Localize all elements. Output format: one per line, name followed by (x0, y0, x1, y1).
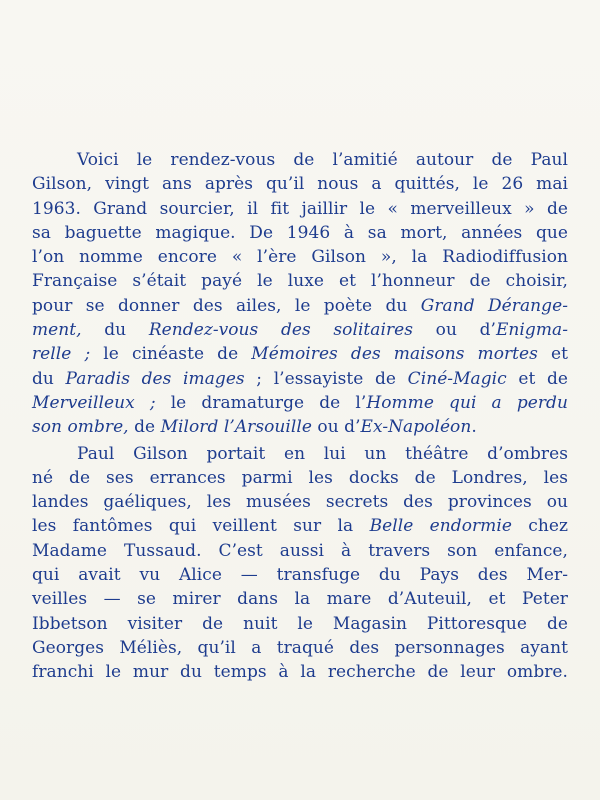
italic-title: ment, (32, 320, 82, 341)
text-line: pour se donner des ailes, le poète du Grand Dérange- (32, 295, 568, 316)
italic-title: Paradis des images (65, 368, 245, 389)
italic-title: Enigma- (495, 320, 568, 341)
italic-title: Ex-Napoléon (360, 417, 472, 438)
italic-title: relle ; (32, 344, 91, 365)
text-line: 1963. Grand sourcier, il fit jaillir le « merveilleux » de (32, 198, 568, 219)
text-line: sa baguette magique. De 1946 à sa mort, années que (32, 222, 568, 243)
text-line: Madame Tussaud. C’est aussi à travers son enfance, (32, 540, 568, 561)
text-line: relle ; le cinéaste de Mémoires des maisons mortes et (32, 344, 568, 365)
italic-title: Merveilleux ; (32, 392, 156, 413)
italic-title: Grand Dérange- (420, 295, 568, 316)
text-line: Ibbetson visiter de nuit le Magasin Pittoresque de (32, 613, 568, 634)
text-line: veilles — se mirer dans la mare d’Auteuil, et Peter (32, 589, 568, 610)
text-line: l’on nomme encore « l’ère Gilson », la Radiodiffusion (32, 247, 568, 268)
italic-title: Belle endormie (369, 516, 512, 537)
text-body (32, 148, 568, 685)
text-line: Georges Méliès, qu’il a traqué des personnages ayant (32, 637, 568, 658)
italic-title: Milord l’Arsouille (160, 417, 312, 438)
text-line: du Paradis des images ; l’essayiste de Ciné-Magic et de (32, 368, 568, 389)
text-line: qui avait vu Alice — transfuge du Pays des Mer- (32, 565, 568, 586)
italic-title: Ciné-Magic (407, 368, 507, 389)
text-line: les fantômes qui veillent sur la Belle endormie chez (32, 516, 568, 537)
text-line: Paul Gilson portait en lui un théâtre d’ombres (77, 443, 568, 464)
text-line: né de ses errances parmi les docks de Londres, les (32, 467, 568, 488)
text-line: ment, du Rendez-vous des solitaires ou d’Enigma- (32, 320, 568, 341)
text-line: Merveilleux ; le dramaturge de l’Homme qui a perdu (32, 392, 568, 413)
text-line: Française s’était payé le luxe et l’honneur de choisir, (32, 271, 568, 292)
text-line: franchi le mur du temps à la recherche de leur ombre. (32, 662, 568, 683)
text-line: Voici le rendez-vous de l’amitié autour de Paul (77, 150, 568, 170)
text-line: Gilson, vingt ans après qu’il nous a quittés, le 26 mai (32, 174, 568, 195)
text-line: landes gaéliques, les musées secrets des provinces ou (32, 492, 568, 513)
italic-title: Homme qui a perdu (366, 392, 568, 413)
italic-title: Mémoires des maisons mortes (251, 344, 538, 365)
text-line: son ombre, de Milord l’Arsouille ou d’Ex-Napoléon. (32, 417, 477, 438)
italic-title: Rendez-vous des solitaires (148, 320, 414, 341)
italic-title: son ombre, (32, 417, 129, 438)
